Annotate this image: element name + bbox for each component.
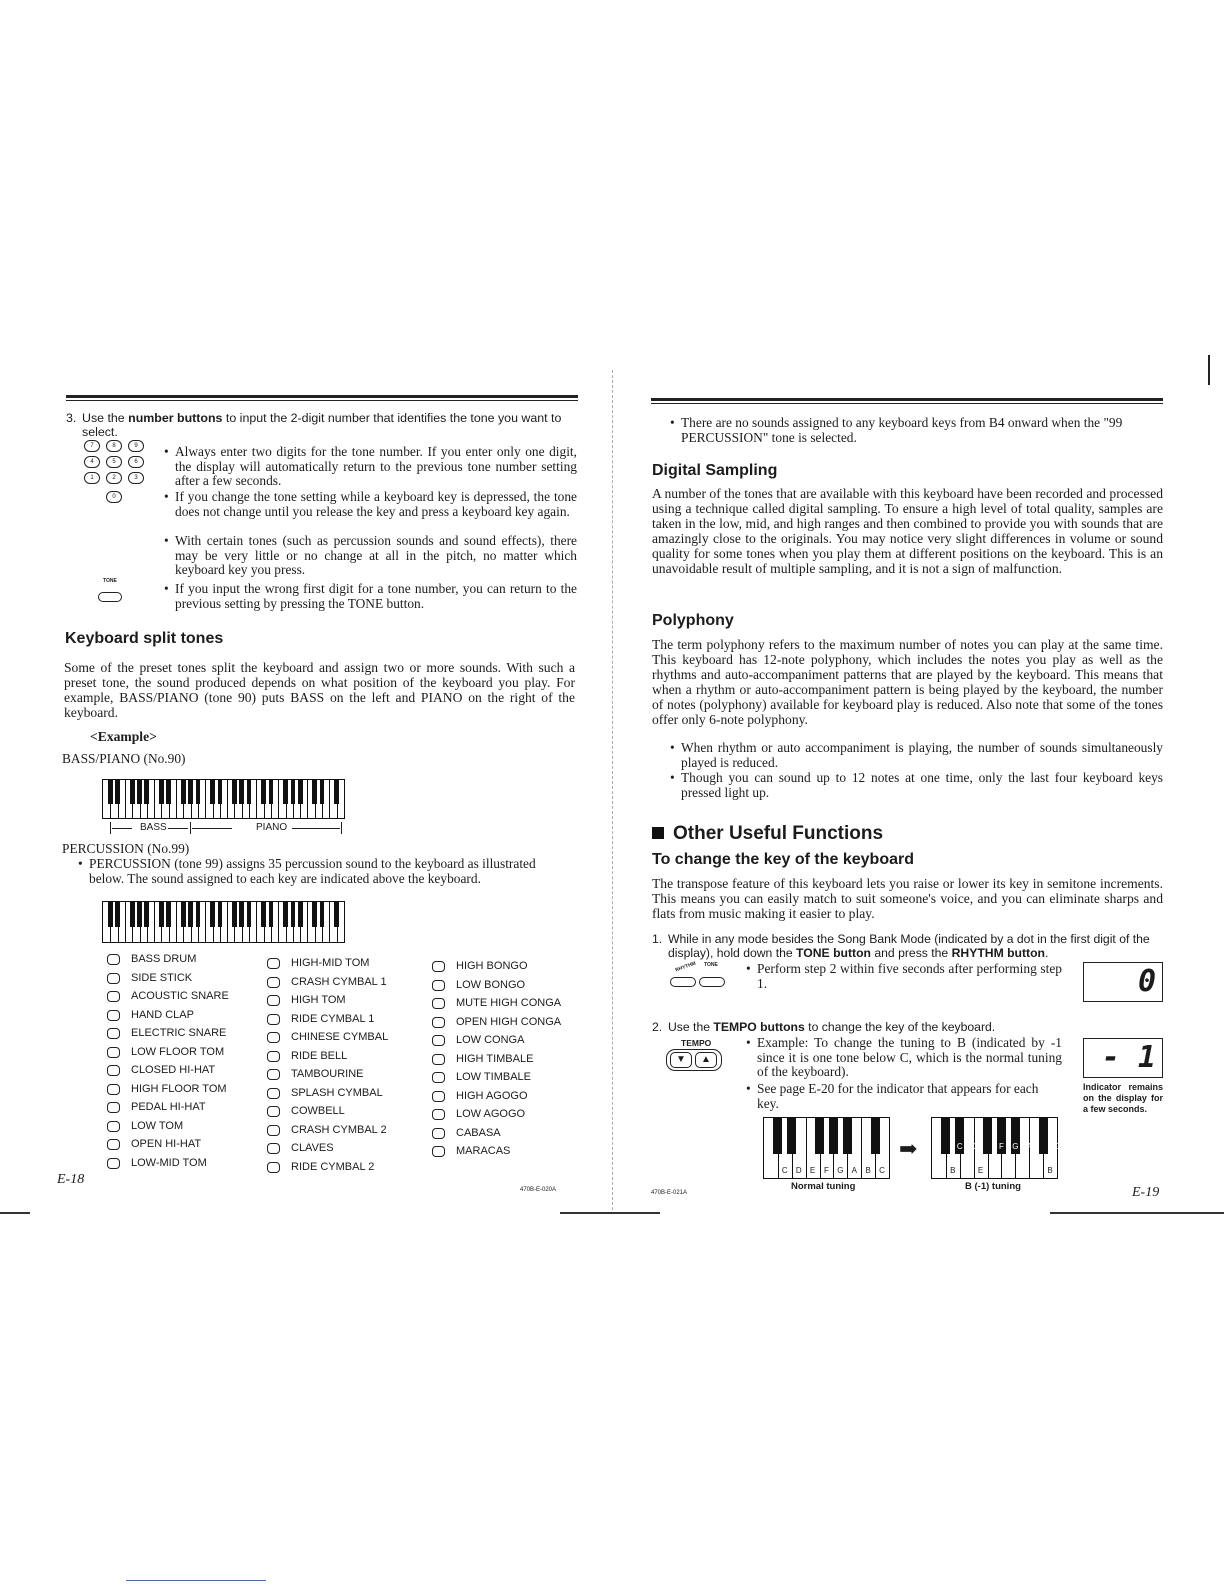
black-key <box>188 902 193 927</box>
percussion-item-label: PEDAL HI-HAT <box>131 1101 206 1113</box>
percussion-item-label: MARACAS <box>456 1145 511 1157</box>
percussion-item <box>430 957 561 976</box>
drum-icon <box>432 980 445 991</box>
drum-icon <box>107 1065 120 1076</box>
black-key <box>137 902 142 927</box>
bullet-certain-tones: • With certain tones (such as percussion sounds and sound effects), there may be very little or no change at all in the pitch, no matter which keyboard key you press. <box>175 534 577 578</box>
black-key <box>291 902 296 927</box>
drum-icon <box>107 973 120 984</box>
percussion-item <box>430 994 561 1013</box>
number-key-7[interactable]: 7 <box>84 440 100 452</box>
tempo-buttons <box>666 1049 722 1071</box>
number-key-0[interactable]: 0 <box>106 491 122 503</box>
percussion-item-label: LOW BONGO <box>456 978 526 991</box>
note-label: D <box>795 1166 802 1175</box>
white-key-divider <box>307 780 308 818</box>
percussion-item-label: HIGH BONGO <box>456 960 528 972</box>
percussion-item <box>265 1047 388 1066</box>
drum-icon <box>267 958 280 969</box>
percussion-item <box>430 1105 561 1124</box>
arrow-icon: ➡ <box>899 1136 918 1161</box>
step2-bullet-see-page: • See page E-20 for the indicator that appears for each key. <box>757 1082 1062 1111</box>
doc-code-right: 470B-E-021A <box>651 1190 688 1196</box>
drum-icon <box>432 1109 445 1120</box>
split-text: Some of the preset tones split the keyboard and assign two or more sounds. With such a preset tone, the sound produced depends on what position of the keyboard you play. For example, BASS/PIANO (tone 90) puts BASS on the left and PIANO on the right of the keyboard. <box>64 660 575 720</box>
step1-post: . <box>1045 946 1049 960</box>
step3-bold: number buttons <box>128 411 223 425</box>
white-key-divider <box>307 902 308 942</box>
percussion-item-label: OPEN HI-HAT <box>131 1138 202 1150</box>
doc-code-left: 470B-E-020A <box>520 1187 557 1193</box>
percussion-item-label: CRASH CYMBAL 1 <box>291 975 387 988</box>
tempo-down-button[interactable]: ▼ <box>670 1052 692 1068</box>
percussion-item-label: MUTE HIGH CONGA <box>456 997 562 1009</box>
white-key-divider <box>329 902 330 942</box>
display-minus-one-value: - 1 <box>1101 1040 1156 1075</box>
step1-bold-tone: TONE button <box>796 946 871 960</box>
piano-label: PIANO <box>256 822 288 833</box>
percussion-list-col3 <box>430 957 561 1161</box>
black-key <box>218 780 223 804</box>
note-label: B <box>1047 1166 1053 1175</box>
percussion-item-label: HIGH TIMBALE <box>456 1052 534 1065</box>
note-label: C <box>781 1166 788 1175</box>
black-key <box>188 780 193 804</box>
black-key <box>196 780 201 804</box>
drum-icon <box>267 1051 280 1062</box>
black-key <box>291 780 296 804</box>
polyphony-text: The term polyphony refers to the maximum number of notes you can play at the same time. This keyboard has 12-note polyphony, which includes the notes you play as well as the rhythms and auto-accompaniment patterns that are played by the keyboard. This means that when a rhythm or auto-accompaniment pattern is being played by the keyboard, the number of notes (polyphony) available for keyboard play is reduced. Also note that some of the tones offer only 6-note polyphony. <box>652 637 1163 727</box>
indicator-note: Indicator remains on the display for a few seconds. <box>1083 1082 1163 1114</box>
black-key <box>159 780 164 804</box>
percussion-item-label: ACOUSTIC SNARE <box>131 990 229 1002</box>
black-key <box>239 780 244 804</box>
drum-icon <box>432 998 445 1009</box>
note-label: E <box>809 1166 816 1175</box>
white-key-divider <box>154 902 155 942</box>
drum-icon <box>432 1017 445 1028</box>
percussion-item-label: CHINESE CYMBAL <box>291 1031 389 1043</box>
transpose-heading: To change the key of the keyboard <box>652 851 914 868</box>
rhythm-key-caption: RHYTHM <box>674 960 697 974</box>
bass-label: BASS <box>140 822 167 833</box>
black-key <box>166 902 171 927</box>
keyboard-percussion <box>102 901 345 943</box>
note-label-black: A <box>1026 1142 1032 1151</box>
black-key <box>334 902 339 927</box>
black-key <box>210 902 215 927</box>
percussion-item <box>430 1050 561 1069</box>
section-heading-useful <box>652 823 883 845</box>
percussion-item-label: LOW-MID TOM <box>131 1156 207 1169</box>
percussion-item <box>265 1028 388 1047</box>
drum-icon <box>432 1072 445 1083</box>
percussion-list-col1 <box>105 950 229 1172</box>
percussion-bullet: • PERCUSSION (tone 99) assigns 35 percussion sound to the keyboard as illustrated below. The sound assigned to each key are indicated above the keyboard. <box>89 857 569 886</box>
no-sounds-bullet: • There are no sounds assigned to any keyboard keys from B4 onward when the "99 PERCUSSION" tone is selected. <box>681 416 1163 445</box>
black-key <box>247 780 252 804</box>
black-key <box>283 780 288 804</box>
step2-post: to change the key of the keyboard. <box>804 1020 996 1034</box>
tempo-caption: TEMPO <box>681 1038 712 1048</box>
step2-bold: TEMPO buttons <box>713 1020 805 1034</box>
sampling-heading: Digital Sampling <box>652 462 778 479</box>
bottom-line-mid <box>560 1212 660 1214</box>
percussion-item-label: SIDE STICK <box>131 971 193 984</box>
black-key <box>298 780 303 804</box>
percussion-item-label: HIGH AGOGO <box>456 1089 528 1102</box>
drum-icon <box>267 977 280 988</box>
shifted-tuning-label: B (-1) tuning <box>965 1181 1021 1192</box>
black-key <box>218 902 223 927</box>
step1-mid: and press the <box>870 946 952 960</box>
sampling-text: A number of the tones that are available with this keyboard have been recorded and processed using a technique called digital sampling. To ensure a high level of total quality, samples are taken in the low, mid, and high ranges and then combined to provide you with sounds that are amazingly close to the originals. You may notice very slight differences in volume or sound quality for some tones when you play them at different positions on the keyboard. This is an unavoidable result of multiple sampling, and it is not a sign of malfunction. <box>652 486 1163 576</box>
page-number-left: E-18 <box>57 1172 85 1187</box>
note-label: B <box>950 1166 956 1175</box>
black-key <box>239 902 244 927</box>
black-key <box>871 1118 880 1154</box>
white-key-divider <box>154 780 155 818</box>
black-key <box>298 902 303 927</box>
percussion-item-label: CRASH CYMBAL 2 <box>291 1123 387 1136</box>
bullet-wrong-digit: • If you input the wrong first digit for a tone number, you can return to the previous setting by pressing the TONE button. <box>175 582 577 611</box>
black-key <box>787 1118 796 1154</box>
step3-pre: Use the <box>82 411 129 425</box>
black-key <box>137 780 142 804</box>
percussion-item <box>265 1139 388 1158</box>
white-key-divider <box>278 902 279 942</box>
percussion-item <box>430 1031 561 1050</box>
note-label-black: C <box>956 1142 963 1151</box>
percussion-item <box>105 987 229 1006</box>
percussion-item <box>265 1010 388 1029</box>
black-key <box>829 1118 838 1154</box>
black-key <box>166 780 171 804</box>
black-key <box>983 1118 992 1154</box>
tempo-up-button[interactable]: ▲ <box>695 1052 717 1068</box>
percussion-item-label: CLOSED HI-HAT <box>131 1064 216 1076</box>
percussion-item-label: LOW FLOOR TOM <box>131 1045 225 1058</box>
step1-bullet: • Perform step 2 within five seconds after performing step 1. <box>757 962 1062 991</box>
polyphony-bullet-lightup: • Though you can sound up to 12 notes at one time, only the last four keyboard keys pressed light up. <box>681 771 1163 800</box>
normal-tuning-label: Normal tuning <box>791 1181 856 1192</box>
step1-text <box>652 932 1164 960</box>
percussion-item <box>430 1013 561 1032</box>
black-key <box>773 1118 782 1154</box>
drum-icon <box>107 1047 120 1058</box>
keyboard-bass-piano <box>102 779 345 819</box>
transpose-text: The transpose feature of this keyboard lets you raise or lower its key in semitone increments. This means you can easily match to suit someone's voice, and you can eliminate sharps and flats from music making it easier to play. <box>652 876 1163 921</box>
black-key <box>247 902 252 927</box>
step1-pre: While in any mode besides the Song Bank Mode (indicated by a dot in the first digit of the display), hold down the <box>668 932 1150 960</box>
split-bracket <box>110 822 342 834</box>
display-zero <box>1083 962 1163 1002</box>
black-key <box>159 902 164 927</box>
percussion-item-label: HAND CLAP <box>131 1008 194 1021</box>
white-key-divider <box>227 780 228 818</box>
percussion-item <box>105 1061 229 1080</box>
black-key <box>144 780 149 804</box>
number-key-6[interactable]: 6 <box>128 456 144 468</box>
drum-icon <box>107 1010 120 1021</box>
white-key-divider <box>125 780 126 818</box>
black-key <box>843 1118 852 1154</box>
drum-icon <box>432 961 445 972</box>
white-key-divider <box>256 902 257 942</box>
number-key-4[interactable]: 4 <box>84 456 100 468</box>
step2-pre: Use the <box>668 1020 714 1034</box>
note-label: B <box>865 1166 871 1175</box>
percussion-item <box>105 1024 229 1043</box>
drum-icon <box>432 1146 445 1157</box>
tone-key-caption: TONE <box>103 578 117 584</box>
drum-icon <box>267 1106 280 1117</box>
note-label-black: G <box>1012 1142 1019 1151</box>
black-key <box>181 902 186 927</box>
black-key <box>108 902 113 927</box>
percussion-item-label: CLAVES <box>291 1142 334 1154</box>
percussion-item <box>265 1065 388 1084</box>
black-key <box>320 780 325 804</box>
percussion-item-label: RIDE CYMBAL 1 <box>291 1012 375 1025</box>
step2-number: 2. <box>652 1020 663 1034</box>
black-key <box>269 780 274 804</box>
number-key-2[interactable]: 2 <box>106 472 122 484</box>
drum-icon <box>107 1139 120 1150</box>
black-key <box>144 902 149 927</box>
step3-text <box>66 411 578 439</box>
black-key <box>181 780 186 804</box>
number-key-1[interactable]: 1 <box>84 472 100 484</box>
bottom-line-left <box>0 1212 30 1214</box>
black-key <box>334 780 339 804</box>
note-label: A <box>851 1166 857 1175</box>
rhythm-button[interactable] <box>670 977 696 987</box>
percussion-item <box>105 1135 229 1154</box>
black-key <box>115 780 120 804</box>
percussion-item <box>105 1043 229 1062</box>
tone-button[interactable] <box>98 592 122 602</box>
percussion-item <box>105 1117 229 1136</box>
percussion-item <box>105 969 229 988</box>
percussion-item-label: HIGH FLOOR TOM <box>131 1082 227 1095</box>
percussion-item <box>265 1102 388 1121</box>
note-label-black: D <box>970 1142 977 1151</box>
note-label: E <box>977 1166 984 1175</box>
percussion-item <box>105 1098 229 1117</box>
black-key <box>261 780 266 804</box>
white-key-divider <box>205 902 206 942</box>
percussion-item <box>430 1142 561 1161</box>
section-heading-text: Other Useful Functions <box>673 823 884 844</box>
note-label: G <box>837 1166 844 1175</box>
percussion-item-label: SPLASH CYMBAL <box>291 1086 383 1099</box>
drum-icon <box>267 1143 280 1154</box>
page-number-right: E-19 <box>1132 1185 1160 1200</box>
note-label: F <box>824 1166 829 1175</box>
note-label-black: C <box>1054 1142 1060 1151</box>
percussion-label: PERCUSSION (No.99) <box>62 841 190 856</box>
black-key <box>130 780 135 804</box>
white-key-divider <box>227 902 228 942</box>
percussion-item <box>105 1080 229 1099</box>
black-key <box>261 902 266 927</box>
top-rule-right <box>651 398 1163 404</box>
number-key-9[interactable]: 9 <box>128 440 144 452</box>
drum-icon <box>107 1158 120 1169</box>
drum-icon <box>267 1162 280 1173</box>
number-key-3[interactable]: 3 <box>128 472 144 484</box>
keyboard-normal-tuning <box>763 1117 890 1179</box>
black-key <box>312 780 317 804</box>
percussion-item <box>105 950 229 969</box>
step1-number: 1. <box>652 932 663 946</box>
white-key-divider <box>256 780 257 818</box>
white-key-divider <box>176 780 177 818</box>
percussion-item-label: TAMBOURINE <box>291 1068 364 1080</box>
drum-icon <box>107 991 120 1002</box>
display-minus-one <box>1083 1038 1163 1078</box>
drum-icon <box>107 954 120 965</box>
bullet-two-digits: • Always enter two digits for the tone number. If you enter only one digit, the display will automatically return to the previous tone number setting after a few seconds. <box>175 445 577 489</box>
note-label-black: F <box>998 1142 1004 1151</box>
drum-icon <box>107 1028 120 1039</box>
black-key <box>232 780 237 804</box>
drum-icon <box>267 1069 280 1080</box>
black-key <box>283 902 288 927</box>
drum-icon <box>267 1125 280 1136</box>
black-key <box>130 902 135 927</box>
step2-text <box>652 1020 1164 1034</box>
black-key <box>815 1118 824 1154</box>
black-key <box>312 902 317 927</box>
black-key <box>941 1118 950 1154</box>
drum-icon <box>107 1121 120 1132</box>
drum-icon <box>432 1091 445 1102</box>
black-key <box>108 780 113 804</box>
percussion-item <box>430 1087 561 1106</box>
percussion-item <box>430 1068 561 1087</box>
percussion-item-label: LOW TOM <box>131 1119 184 1132</box>
black-key <box>115 902 120 927</box>
bottom-line-right <box>1050 1212 1224 1214</box>
black-key <box>1039 1118 1048 1154</box>
white-key-divider <box>176 902 177 942</box>
polyphony-heading: Polyphony <box>652 612 734 629</box>
bullet-key-depressed: • If you change the tone setting while a keyboard key is depressed, the tone does not change until you release the key and press a keyboard key again. <box>175 490 577 519</box>
percussion-item-label: LOW CONGA <box>456 1034 525 1046</box>
tone-key-caption-right: TONE <box>704 962 718 968</box>
black-key <box>210 780 215 804</box>
bass-piano-label: BASS/PIANO (No.90) <box>62 751 186 766</box>
black-key <box>320 902 325 927</box>
percussion-item <box>265 973 388 992</box>
percussion-item <box>105 1154 229 1173</box>
white-key-divider <box>278 780 279 818</box>
page-gutter <box>612 370 613 1210</box>
percussion-item <box>430 1124 561 1143</box>
percussion-item <box>430 976 561 995</box>
black-key <box>269 902 274 927</box>
percussion-item-label: HIGH-MID TOM <box>291 957 370 969</box>
number-key-8[interactable]: 8 <box>106 440 122 452</box>
keyboard-shifted-tuning <box>931 1117 1058 1179</box>
drum-icon <box>267 995 280 1006</box>
percussion-item <box>265 991 388 1010</box>
percussion-item-label: HIGH TOM <box>291 994 346 1006</box>
note-label: C <box>879 1166 885 1175</box>
right-edge-mark <box>1208 355 1210 385</box>
drum-icon <box>267 1014 280 1025</box>
percussion-item-label: COWBELL <box>291 1105 345 1117</box>
white-key-divider <box>205 780 206 818</box>
drum-icon <box>107 1084 120 1095</box>
tone-button-right[interactable] <box>699 977 725 987</box>
percussion-item <box>265 1158 388 1177</box>
percussion-item-label: RIDE BELL <box>291 1049 348 1062</box>
drum-icon <box>107 1102 120 1113</box>
drum-icon <box>267 1088 280 1099</box>
percussion-item-label: CABASA <box>456 1126 501 1139</box>
percussion-item-label: RIDE CYMBAL 2 <box>291 1160 375 1173</box>
percussion-item-label: LOW AGOGO <box>456 1108 526 1120</box>
black-key <box>196 902 201 927</box>
polyphony-bullet-reduced: • When rhythm or auto accompaniment is playing, the number of sounds simultaneously played is reduced. <box>681 741 1163 770</box>
percussion-item-label: LOW TIMBALE <box>456 1071 531 1083</box>
top-rule-left <box>66 395 578 401</box>
percussion-item <box>265 1084 388 1103</box>
percussion-item <box>265 954 388 973</box>
step3-number: 3. <box>66 411 77 425</box>
white-key-divider <box>125 902 126 942</box>
section-square-icon <box>652 827 664 839</box>
percussion-item <box>105 1006 229 1025</box>
drum-icon <box>432 1054 445 1065</box>
white-key-divider <box>329 780 330 818</box>
step3-post: to input the 2-digit number that identifies the tone you want to select. <box>82 411 562 439</box>
number-key-5[interactable]: 5 <box>106 456 122 468</box>
drum-icon <box>267 1032 280 1043</box>
percussion-item-label: ELECTRIC SNARE <box>131 1027 227 1039</box>
display-zero-value: 0 <box>1137 964 1156 999</box>
percussion-item <box>265 1121 388 1140</box>
drum-icon <box>432 1035 445 1046</box>
percussion-item-label: BASS DRUM <box>131 953 197 965</box>
drum-icon <box>432 1128 445 1139</box>
split-heading: Keyboard split tones <box>65 630 224 647</box>
percussion-item-label: OPEN HIGH CONGA <box>456 1015 562 1028</box>
bottom-blue-line <box>126 1580 266 1581</box>
step1-bold-rhythm: RHYTHM button <box>951 946 1046 960</box>
example-label: <Example> <box>90 729 157 744</box>
percussion-list-col2 <box>265 954 388 1176</box>
black-key <box>232 902 237 927</box>
step2-bullet-example: • Example: To change the tuning to B (indicated by -1 since it is one tone below C, which is the normal tuning of the keyboard). <box>757 1036 1062 1080</box>
